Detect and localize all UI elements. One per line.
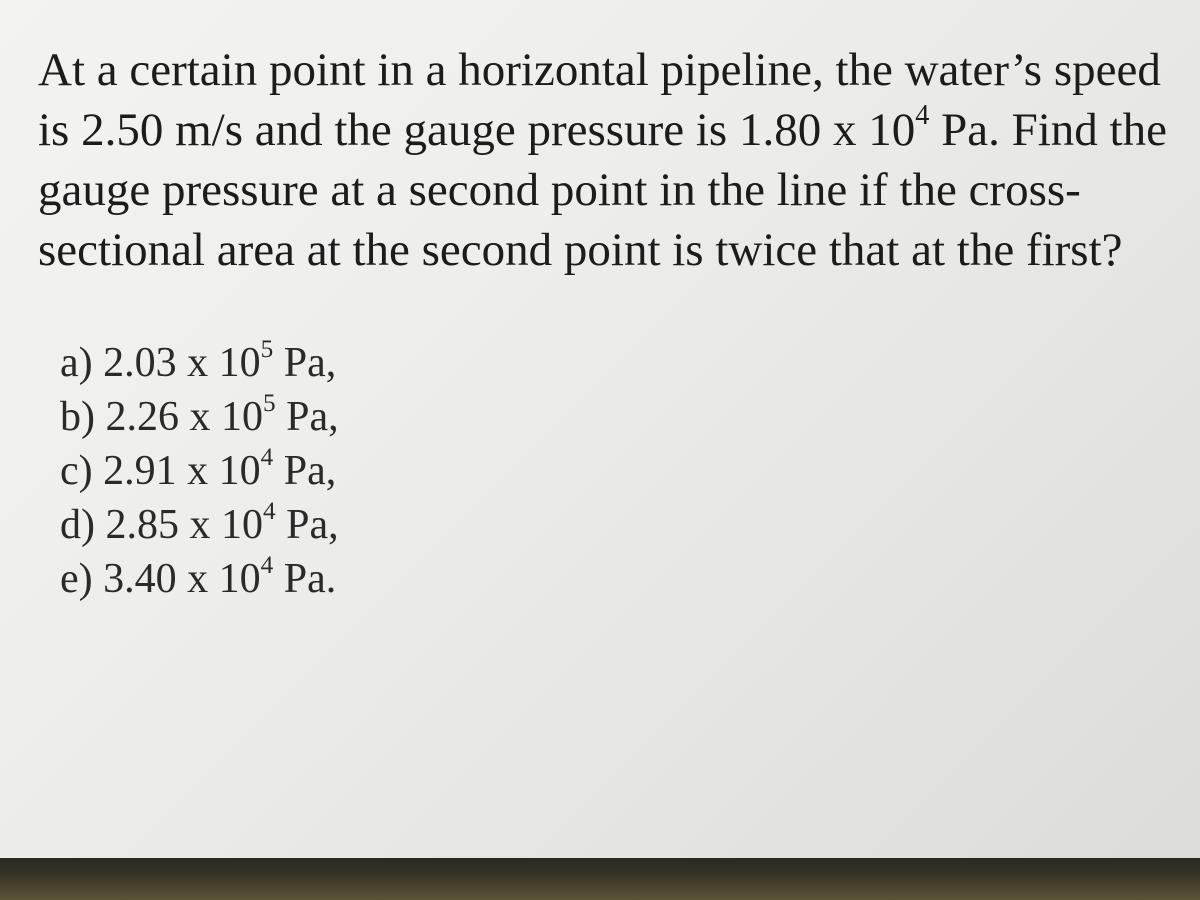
option-e[interactable]	[60, 552, 339, 606]
option-b-exponent: 5	[263, 390, 276, 418]
option-a-unit: Pa,	[273, 340, 337, 386]
option-a-exponent: 5	[260, 336, 274, 364]
answer-options-list	[60, 336, 339, 606]
option-d-value: d) 2.85 x 10	[60, 502, 263, 548]
question-text	[38, 40, 1178, 280]
question-exponent: 4	[915, 100, 930, 132]
option-c[interactable]	[60, 444, 339, 498]
option-c-value: c) 2.91 x 10	[60, 448, 261, 494]
option-b-value: b) 2.26 x 10	[60, 394, 263, 440]
option-c-unit: Pa,	[273, 448, 337, 494]
option-b-unit: Pa,	[275, 394, 339, 440]
option-e-exponent: 4	[260, 552, 274, 580]
question-text-part-2: Pa. Find the gauge pressure at a second point in the line if the cross-sectional area at the second point is twice that at the first?	[38, 104, 1167, 276]
option-e-unit: Pa.	[273, 556, 337, 602]
option-d[interactable]	[60, 498, 339, 552]
option-b[interactable]	[60, 390, 339, 444]
option-e-value: e) 3.40 x 10	[60, 556, 261, 602]
option-a-value: a) 2.03 x 10	[60, 340, 261, 386]
option-c-exponent: 4	[260, 444, 274, 472]
question-text-part-1: At a certain point in a horizontal pipeline, the water’s speed is 2.50 m/s and the gauge pressure is 1.80 x 10	[38, 44, 1161, 156]
option-a[interactable]	[60, 336, 339, 390]
option-d-unit: Pa,	[275, 502, 339, 548]
option-d-exponent: 4	[263, 498, 276, 526]
monitor-bezel	[0, 858, 1200, 900]
